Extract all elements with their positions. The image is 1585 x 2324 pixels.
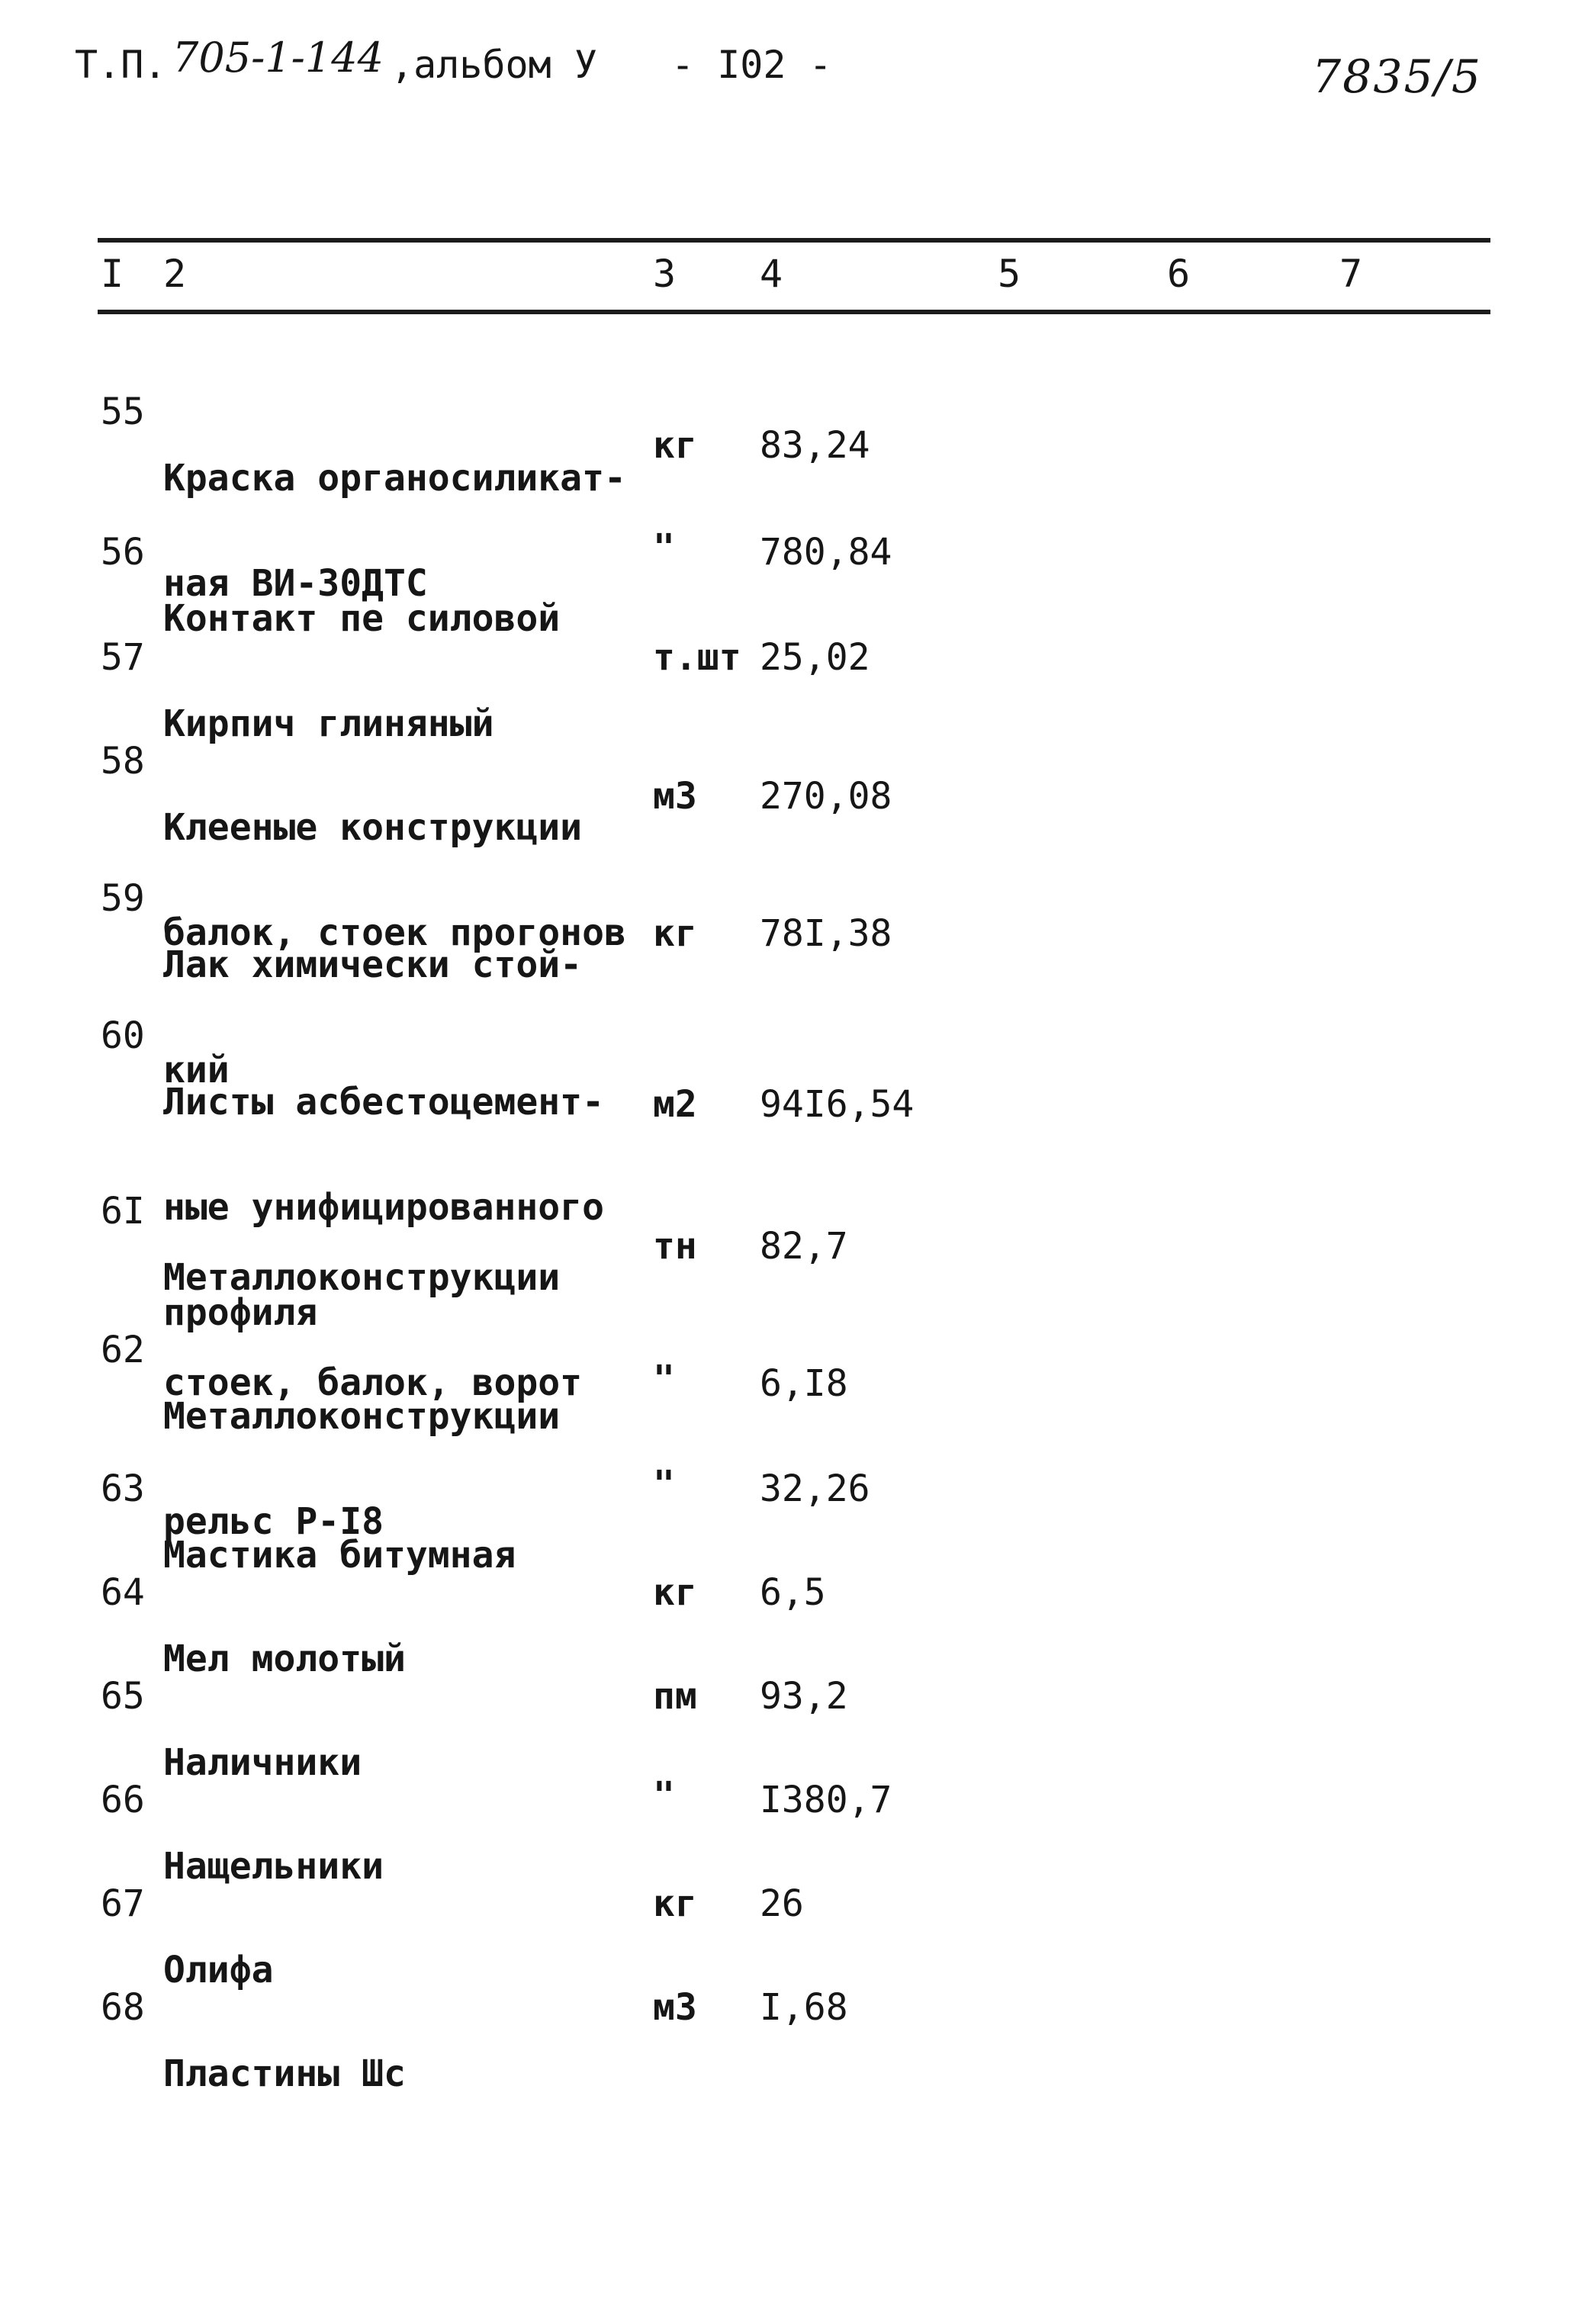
row-quantity: 26: [760, 1882, 804, 1925]
header-series-handwritten: 705-1-144: [172, 34, 384, 82]
row-name-line: Наличники: [163, 1741, 362, 1784]
row-quantity: 93,2: [760, 1675, 848, 1718]
row-unit: ": [653, 1463, 675, 1506]
column-number-1: I: [101, 252, 124, 296]
row-name-line: Металлоконструкции: [163, 1256, 561, 1299]
row-name-line: балок, стоек прогонов: [163, 911, 626, 954]
row-name-line: Контакт пе силовой: [163, 597, 561, 640]
column-number-4: 4: [760, 252, 783, 296]
row-name-line: кий: [163, 1049, 230, 1091]
row-name-line: профиля: [163, 1291, 318, 1334]
row-number: 59: [101, 877, 145, 920]
row-number: 60: [101, 1014, 145, 1057]
table-top-rule: [98, 238, 1490, 243]
column-number-5: 5: [998, 252, 1021, 296]
row-number: 55: [101, 391, 145, 433]
row-quantity: 6,I8: [760, 1362, 848, 1405]
header-prefix: Т.П.: [75, 43, 167, 87]
row-unit: кг: [653, 424, 697, 467]
header-album: ,альбом У: [391, 43, 597, 87]
row-name-line: Краска органосиликат-: [163, 457, 626, 500]
row-name-line: ная ВИ-30ДТС: [163, 562, 428, 605]
row-number: 62: [101, 1329, 145, 1371]
row-quantity: 32,26: [760, 1467, 870, 1510]
row-unit: ": [653, 526, 675, 569]
row-unit: кг: [653, 1882, 697, 1925]
page-number: - I02 -: [671, 43, 832, 87]
row-number: 58: [101, 740, 145, 783]
row-unit: ": [653, 1774, 675, 1817]
row-name-line: Листы асбестоцемент-: [163, 1081, 604, 1123]
row-quantity: I,68: [760, 1986, 848, 2029]
column-number-7: 7: [1339, 252, 1363, 296]
row-quantity: 83,24: [760, 424, 870, 467]
row-name-line: Мел молотый: [163, 1638, 406, 1680]
inventory-number-handwritten: 7835/5: [1312, 50, 1483, 104]
row-quantity: 25,02: [760, 636, 870, 679]
row-name-line: Пластины Шс: [163, 2052, 406, 2095]
row-number: 66: [101, 1779, 145, 1821]
row-name-line: Нащельники: [163, 1845, 384, 1888]
row-unit: т.шт: [653, 636, 741, 679]
row-unit: кг: [653, 912, 697, 955]
row-name-line: Мастика битумная: [163, 1534, 516, 1577]
row-quantity: 780,84: [760, 531, 892, 574]
row-name: [163, 1986, 406, 2162]
row-name-line: Лак химически стой-: [163, 943, 583, 986]
row-number: 56: [101, 531, 145, 574]
row-name-line: Олифа: [163, 1949, 274, 1991]
row-unit: тн: [653, 1225, 697, 1268]
row-unit: м3: [653, 775, 697, 818]
table-header-bottom-rule: [98, 310, 1490, 314]
row-quantity: I380,7: [760, 1779, 892, 1821]
row-name-line: рельс Р-I8: [163, 1500, 384, 1543]
row-quantity: 82,7: [760, 1225, 848, 1268]
row-quantity: 94I6,54: [760, 1083, 915, 1126]
row-name-line: ные унифицированного: [163, 1186, 604, 1229]
row-unit: пм: [653, 1675, 697, 1718]
row-name-line: Клееные конструкции: [163, 806, 583, 849]
row-number: 68: [101, 1986, 145, 2029]
row-quantity: 270,08: [760, 775, 892, 818]
row-number: 6I: [101, 1190, 145, 1233]
row-unit: м2: [653, 1083, 697, 1126]
row-number: 57: [101, 636, 145, 679]
row-number: 65: [101, 1675, 145, 1718]
column-number-3: 3: [653, 252, 677, 296]
row-name-line: стоек, балок, ворот: [163, 1361, 583, 1404]
row-quantity: 6,5: [760, 1571, 826, 1614]
row-name-line: Кирпич глиняный: [163, 702, 494, 745]
row-quantity: 78I,38: [760, 912, 892, 955]
column-number-6: 6: [1167, 252, 1191, 296]
row-number: 67: [101, 1882, 145, 1925]
column-number-2: 2: [163, 252, 187, 296]
row-number: 64: [101, 1571, 145, 1614]
row-unit: ": [653, 1358, 675, 1400]
row-unit: м3: [653, 1986, 697, 2029]
row-unit: кг: [653, 1571, 697, 1614]
row-name-line: Металлоконструкции: [163, 1395, 561, 1438]
row-number: 63: [101, 1467, 145, 1510]
